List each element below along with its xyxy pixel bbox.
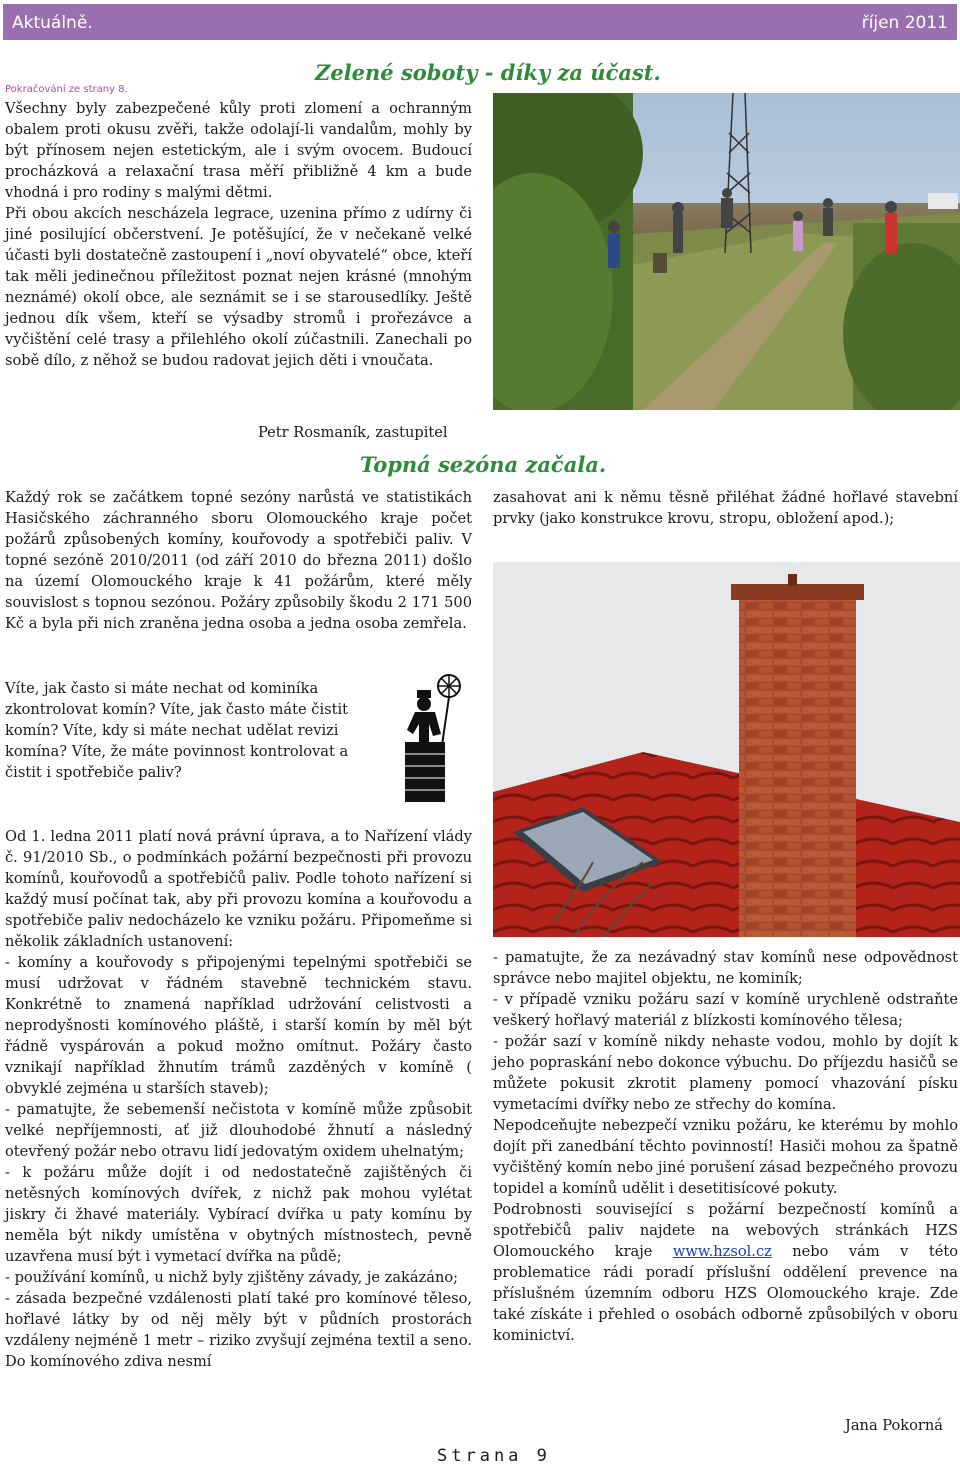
details-text-end: nebo vám v této problematice rádi poradí příslušní oddělení prevence na příslušném územním odboru HZS Olomouckého kraje. Zde také získáte i přehled o osobách odborně způsobilých v oboru kominictví. [493,1243,958,1344]
article2-right-top: zasahovat ani k němu těsně přiléhat žádné hořlavé stavební prvky (jako konstrukce krovu, stropu, obložení apod.); [493,489,958,527]
tree-planting-photo [493,93,960,410]
author-signature: Petr Rosmaník, zastupitel [258,424,448,441]
details-text: Podrobnosti související s požární bezpečností komínů a spotřebičů paliv najdete na webových stránkách HZS Olomouckého kraje [493,1201,958,1260]
paragraph: - pamatujte, že za nezávadný stav komínů nese odpovědnost správce nebo majitel objektu, ne kominík; [493,949,958,987]
paragraph: Od 1. ledna 2011 platí nová právní úprava, a to Nařízení vlády č. 91/2010 Sb., o podmínkách požární bezpečnosti při provozu komínů, kouřovodů a spotřebičů paliv. Podle tohoto nařízení si každý musí počínat tak, aby při provozu komína a kouřovodu a spotřebiče paliv nedocházelo ke vzniku požáru. Připomeňme si několik základních ustanovení: [5,828,472,950]
issue-date: říjen 2011 [861,13,948,33]
paragraph: - používání komínů, u nichž byly zjištěny závady, je zakázáno; [5,1269,459,1286]
author-signature: Jana Pokorná [845,1417,944,1434]
article-title-topna-sezona: Topná sezóna začala. [360,452,607,477]
section-name: Aktuálně. [12,13,93,33]
article2-intro: Každý rok se začátkem topné sezóny narůstá ve statistikách Hasičského záchranného sboru Olomouckého kraje počet požárů způsobených komíny, kouřovody a spotřebiči paliv. V topné sezóně 2010/2011 (od září 2010 do března 2011) došlo na území Olomouckého kraje k 41 požárům, které měly souvislost s topnou sezónou. Požáry způsobily škodu 2 171 500 Kč a byla při nich zraněna jedna osoba a jedna osoba zemřela. [5,489,472,632]
article-title-zelene-soboty: Zelené soboty - díky za účast. [315,60,661,85]
article1-body [5,98,472,371]
paragraph: - k požáru může dojít i od nedostatečně zajištěných či netěsných komínových dvířek, z nichž pak mohou vylétat jiskry či žhavé materiály. Vybírací dvířka u paty komínu by neměla být nikdy umístěna v obytných místnostech, pevně uzavřena musí být i vymetací dvířka na půdě; [5,1164,472,1265]
questions-block: Víte, jak často si máte nechat od kominíka zkontrolovat komín? Víte, jak často máte čistit komín? Víte, kdy si máte nechat udělat revizi komína? Víte, že máte povinnost kontrolovat a čistit i spotřebiče paliv? [5,680,349,781]
page-header [3,4,957,40]
paragraph-details [493,1199,958,1346]
hzsol-link[interactable]: www.hzsol.cz [672,1243,772,1260]
paragraph: Všechny byly zabezpečené kůly proti zlomení a ochranným obalem proti okusu zvěři, takže odolají-li vandalům, mohly by být přínosem nejen estetickým, ale i svým ovocem. Budoucí procházková a relaxační trasa měří přibližně 4 km a bude vhodná i pro rodiny s malými dětmi. [5,100,472,201]
continued-note: Pokračování ze strany 8. [5,84,128,95]
chimney-sweep-silhouette [393,672,473,802]
paragraph: - zásada bezpečné vzdálenosti platí také pro komínové těleso, hořlavé látky by od něj měly být v půdních prostorách vzdáleny nejméně 1 metr – riziko zvyšují zejména textil a seno. Do komínového zdiva nesmí [5,1290,472,1370]
chimney-photo [493,562,960,937]
paragraph: Při obou akcích nescházela legrace, uzenina přímo z udírny či jiné posilující občerstvení. Je potěšující, že v nečekaně velké účasti byli dostatečně zastoupení i „noví obyvatelé“ obce, kteří tak měli jedinečnou příležitost poznat nejen krásné (mnohým neznámé) okolí obce, ale seznámit se i se starousedlíky. Ještě jednou dík všem, kteří se výsadby stromů i prořezávce a vyčištění celé trasy a přilehlého okolí zúčastnili. Zanechali po sobě dílo, z něhož se budou radovat jejich děti i vnoučata. [5,205,472,369]
paragraph: - komíny a kouřovody s připojenými tepelnými spotřebiči se musí udržovat v řádném stavebně technickém stavu. Konkrétně to znamená například udržování celistvosti a neprodyšnosti komínového pláště, i starší komín by měl být řádně vyspárován a pokud možno omítnut. Požáry často vznikají například žhnutím trámů zazděných v komíně ( obvyklé zejména u starších staveb); [5,954,472,1097]
paragraph: Nepodceňujte nebezpečí vzniku požáru, ke kterému by mohlo dojít při zanedbání těchto povinností! Hasiči mohou za špatně vyčištěný komín nebo jiné porušení zásad bezpečného provozu topidel a komínů udělit i desetitisícové pokuty. [493,1117,958,1197]
paragraph: - požár sazí v komíně nikdy nehaste vodou, mohlo by dojít k jeho popraskání nebo dokonce výbuchu. Do příjezdu hasičů se můžete pokusit zkrotit plameny pomocí vhazování písku vymetacími dvířky nebo ze střechy do komína. [493,1033,958,1113]
paragraph: - pamatujte, že sebemenší nečistota v komíně může způsobit velké nepříjemnosti, ať již dlouhodobé žhnutí a následný otevřený požár nebo otravu lidí jedovatým oxidem uhelnatým; [5,1101,472,1160]
article2-left-body [5,826,472,1372]
article2-right-body [493,947,958,1346]
paragraph: - v případě vzniku požáru sazí v komíně urychleně odstraňte veškerý hořlavý materiál z blízkosti komínového tělesa; [493,991,958,1029]
page-number: Strana 9 [437,1446,551,1466]
